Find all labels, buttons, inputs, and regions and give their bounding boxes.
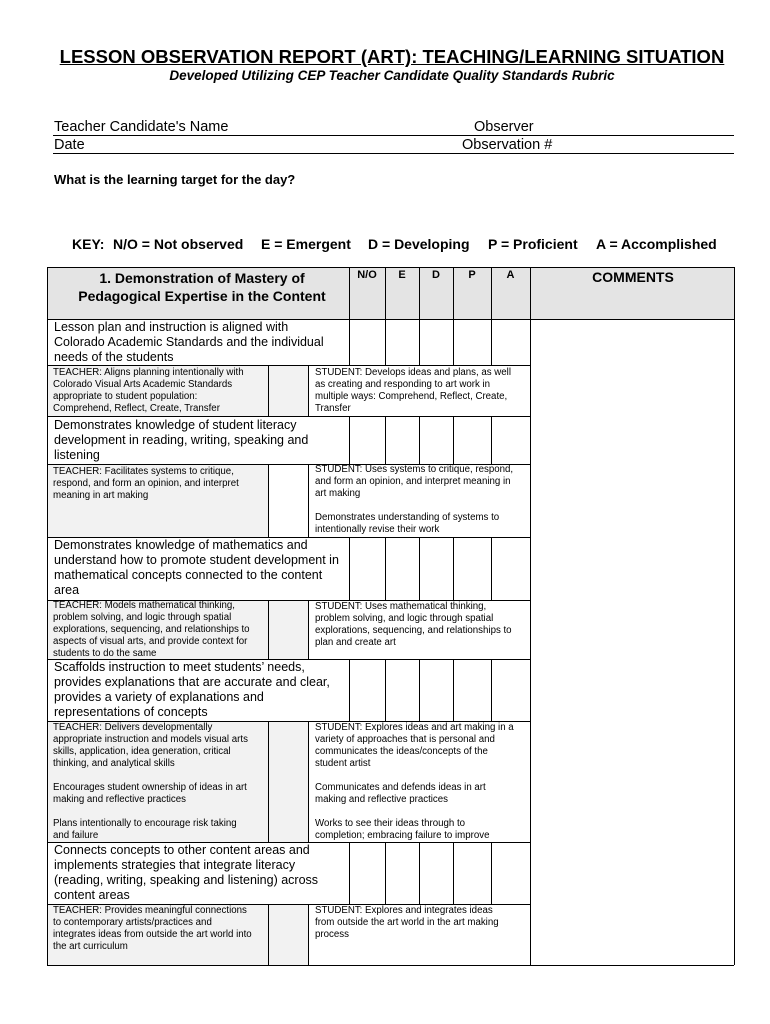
descriptor-line: variety of approaches that is personal and [315, 734, 495, 745]
key-emergent: E = Emergent [261, 236, 351, 252]
section-title [55, 269, 349, 305]
indicator-2 [54, 418, 344, 463]
teacher-descriptor-4 [53, 722, 267, 842]
descriptor-spacer [315, 770, 529, 782]
student-descriptor-1 [315, 367, 529, 415]
descriptor-line: meaning in art making [53, 490, 149, 501]
descriptor-line: as creating and responding to art work in [315, 379, 491, 390]
descriptor-line: STUDENT: Uses mathematical thinking, [315, 601, 487, 612]
descriptor-line: from outside the art world in the art making [315, 917, 499, 928]
indicator-line: (reading, writing, speaking and listening) across [54, 873, 319, 887]
descriptor-line: Demonstrates understanding of systems to [315, 512, 500, 523]
descriptor-spacer [315, 500, 529, 512]
indicator-line: understand how to promote student development in [54, 553, 339, 567]
indicator-line: Lesson plan and instruction is aligned with [54, 320, 289, 334]
comments-area[interactable] [531, 320, 733, 964]
rubric-table [47, 267, 734, 965]
key-label: KEY: [72, 236, 105, 252]
descriptor-line: TEACHER: Aligns planning intentionally with [53, 367, 244, 378]
descriptor-spacer [315, 806, 529, 818]
rating-header-e: E [398, 269, 406, 281]
descriptor-line: process [315, 929, 349, 940]
descriptor-line: completion; embracing failure to improve [315, 830, 490, 841]
student-descriptor-4 [315, 722, 529, 842]
descriptor-line: STUDENT: Uses systems to critique, respond, [315, 464, 514, 475]
date-observation-line[interactable] [53, 153, 734, 154]
descriptor-line: Encourages student ownership of ideas in art [53, 782, 247, 793]
name-observer-line[interactable] [53, 135, 734, 136]
indicator-line: Colorado Academic Standards and the individual [54, 335, 324, 349]
teacher-descriptor-2 [53, 466, 267, 502]
rating-cell-row1-d[interactable] [420, 320, 453, 365]
descriptor-line: Transfer [315, 403, 351, 414]
descriptor-line: making and reflective practices [53, 794, 186, 805]
indicator-line: content areas [54, 888, 130, 902]
descriptor-line: TEACHER: Delivers developmentally [53, 722, 213, 733]
section-title-line1: 1. Demonstration of Mastery of [99, 270, 305, 286]
observer-label: Observer [474, 119, 534, 135]
student-descriptor-5 [315, 905, 529, 941]
rating-header-no: N/O [357, 269, 377, 281]
descriptor-line: art making [315, 488, 361, 499]
indicator-3 [54, 538, 344, 598]
descriptor-line: the art curriculum [53, 941, 128, 952]
teacher-descriptor-5 [53, 905, 267, 953]
rating-header-p: P [468, 269, 476, 281]
descriptor-line: problem solving, and logic through spatial [53, 612, 232, 623]
descriptor-line: Comprehend, Reflect, Create, Transfer [53, 403, 220, 414]
indicator-line: listening [54, 448, 100, 462]
key-proficient: P = Proficient [488, 236, 578, 252]
indicator-line: needs of the students [54, 350, 174, 364]
descriptor-spacer [53, 770, 267, 782]
indicator-line: development in reading, writing, speaking and [54, 433, 309, 447]
rating-header-a: A [506, 269, 515, 281]
report-subtitle: Developed Utilizing CEP Teacher Candidate Quality Standards Rubric [169, 68, 615, 83]
descriptor-line: explorations, sequencing, and relationships to [315, 625, 512, 636]
descriptor-line: thinking, and analytical skills [53, 758, 175, 769]
descriptor-line: plan and create art [315, 637, 396, 648]
descriptor-line: skills, application, idea generation, critical [53, 746, 231, 757]
student-descriptor-3 [315, 601, 529, 649]
rating-cell-row1-p[interactable] [454, 320, 491, 365]
indicator-line: Demonstrates knowledge of mathematics and [54, 538, 308, 552]
rating-cell-row1-no[interactable] [350, 320, 385, 365]
indicator-line: mathematical concepts connected to the content [54, 568, 323, 582]
descriptor-line: STUDENT: Develops ideas and plans, as well [315, 367, 511, 378]
descriptor-line: students to do the same [53, 648, 157, 659]
descriptor-line: and failure [53, 830, 99, 841]
descriptor-line: Plans intentionally to encourage risk taking [53, 818, 237, 829]
descriptor-line: to contemporary artists/practices and [53, 917, 212, 928]
key-not-observed: N/O = Not observed [113, 236, 244, 252]
key-accomplished: A = Accomplished [596, 236, 717, 252]
indicator-line: Demonstrates knowledge of student literacy [54, 418, 297, 432]
learning-target-question: What is the learning target for the day? [54, 172, 296, 187]
descriptor-line: communicates the ideas/concepts of the [315, 746, 488, 757]
indicator-line: Connects concepts to other content areas and [54, 843, 310, 857]
date-label: Date [54, 137, 85, 153]
descriptor-line: appropriate to student population: [53, 391, 198, 402]
descriptor-line: STUDENT: Explores ideas and art making in a [315, 722, 514, 733]
comments-header: COMMENTS [592, 269, 674, 285]
descriptor-line: appropriate instruction and models visual arts [53, 734, 248, 745]
descriptor-line: Works to see their ideas through to [315, 818, 466, 829]
rating-header-d: D [432, 269, 440, 281]
indicator-line: Scaffolds instruction to meet students’ needs, [54, 660, 305, 674]
report-title: LESSON OBSERVATION REPORT (ART): TEACHING/LEARNING SITUATION [59, 46, 725, 67]
descriptor-line: TEACHER: Facilitates systems to critique, [53, 466, 234, 477]
descriptor-line: student artist [315, 758, 371, 769]
indicator-line: area [54, 583, 80, 597]
observation-number-label: Observation # [462, 137, 553, 153]
descriptor-line: integrates ideas from outside the art world into [53, 929, 252, 940]
descriptor-line: and form an opinion, and interpret meaning in [315, 476, 511, 487]
indicator-line: provides explanations that are accurate and clear, [54, 675, 330, 689]
descriptor-line: STUDENT: Explores and integrates ideas [315, 905, 493, 916]
descriptor-line: TEACHER: Models mathematical thinking, [53, 600, 235, 611]
descriptor-line: multiple ways: Comprehend, Reflect, Create, [315, 391, 508, 402]
descriptor-spacer [53, 806, 267, 818]
rating-cell-row1-a[interactable] [492, 320, 530, 365]
indicator-line: provides a variety of explanations and [54, 690, 264, 704]
teacher-candidate-name-label: Teacher Candidate's Name [54, 119, 229, 135]
descriptor-line: problem solving, and logic through spatial [315, 613, 494, 624]
descriptor-line: Colorado Visual Arts Academic Standards [53, 379, 233, 390]
rating-cell-row1-e[interactable] [386, 320, 419, 365]
key-developing: D = Developing [368, 236, 470, 252]
section-title-line2: Pedagogical Expertise in the Content [78, 288, 326, 304]
descriptor-line: aspects of visual arts, and provide context for [53, 636, 248, 647]
descriptor-line: respond, and form an opinion, and interpret [53, 478, 239, 489]
teacher-descriptor-3 [53, 600, 267, 660]
descriptor-line: explorations, sequencing, and relationships to [53, 624, 250, 635]
indicator-5 [54, 843, 344, 903]
teacher-descriptor-1 [53, 367, 267, 415]
descriptor-line: intentionally revise their work [315, 524, 440, 535]
descriptor-line: TEACHER: Provides meaningful connections [53, 905, 247, 916]
descriptor-line: Communicates and defends ideas in art [315, 782, 486, 793]
indicator-line: implements strategies that integrate literacy [54, 858, 296, 872]
indicator-4 [54, 660, 344, 720]
indicator-1 [54, 320, 344, 365]
student-descriptor-2 [315, 464, 529, 536]
indicator-line: representations of concepts [54, 705, 208, 719]
descriptor-line: making and reflective practices [315, 794, 448, 805]
